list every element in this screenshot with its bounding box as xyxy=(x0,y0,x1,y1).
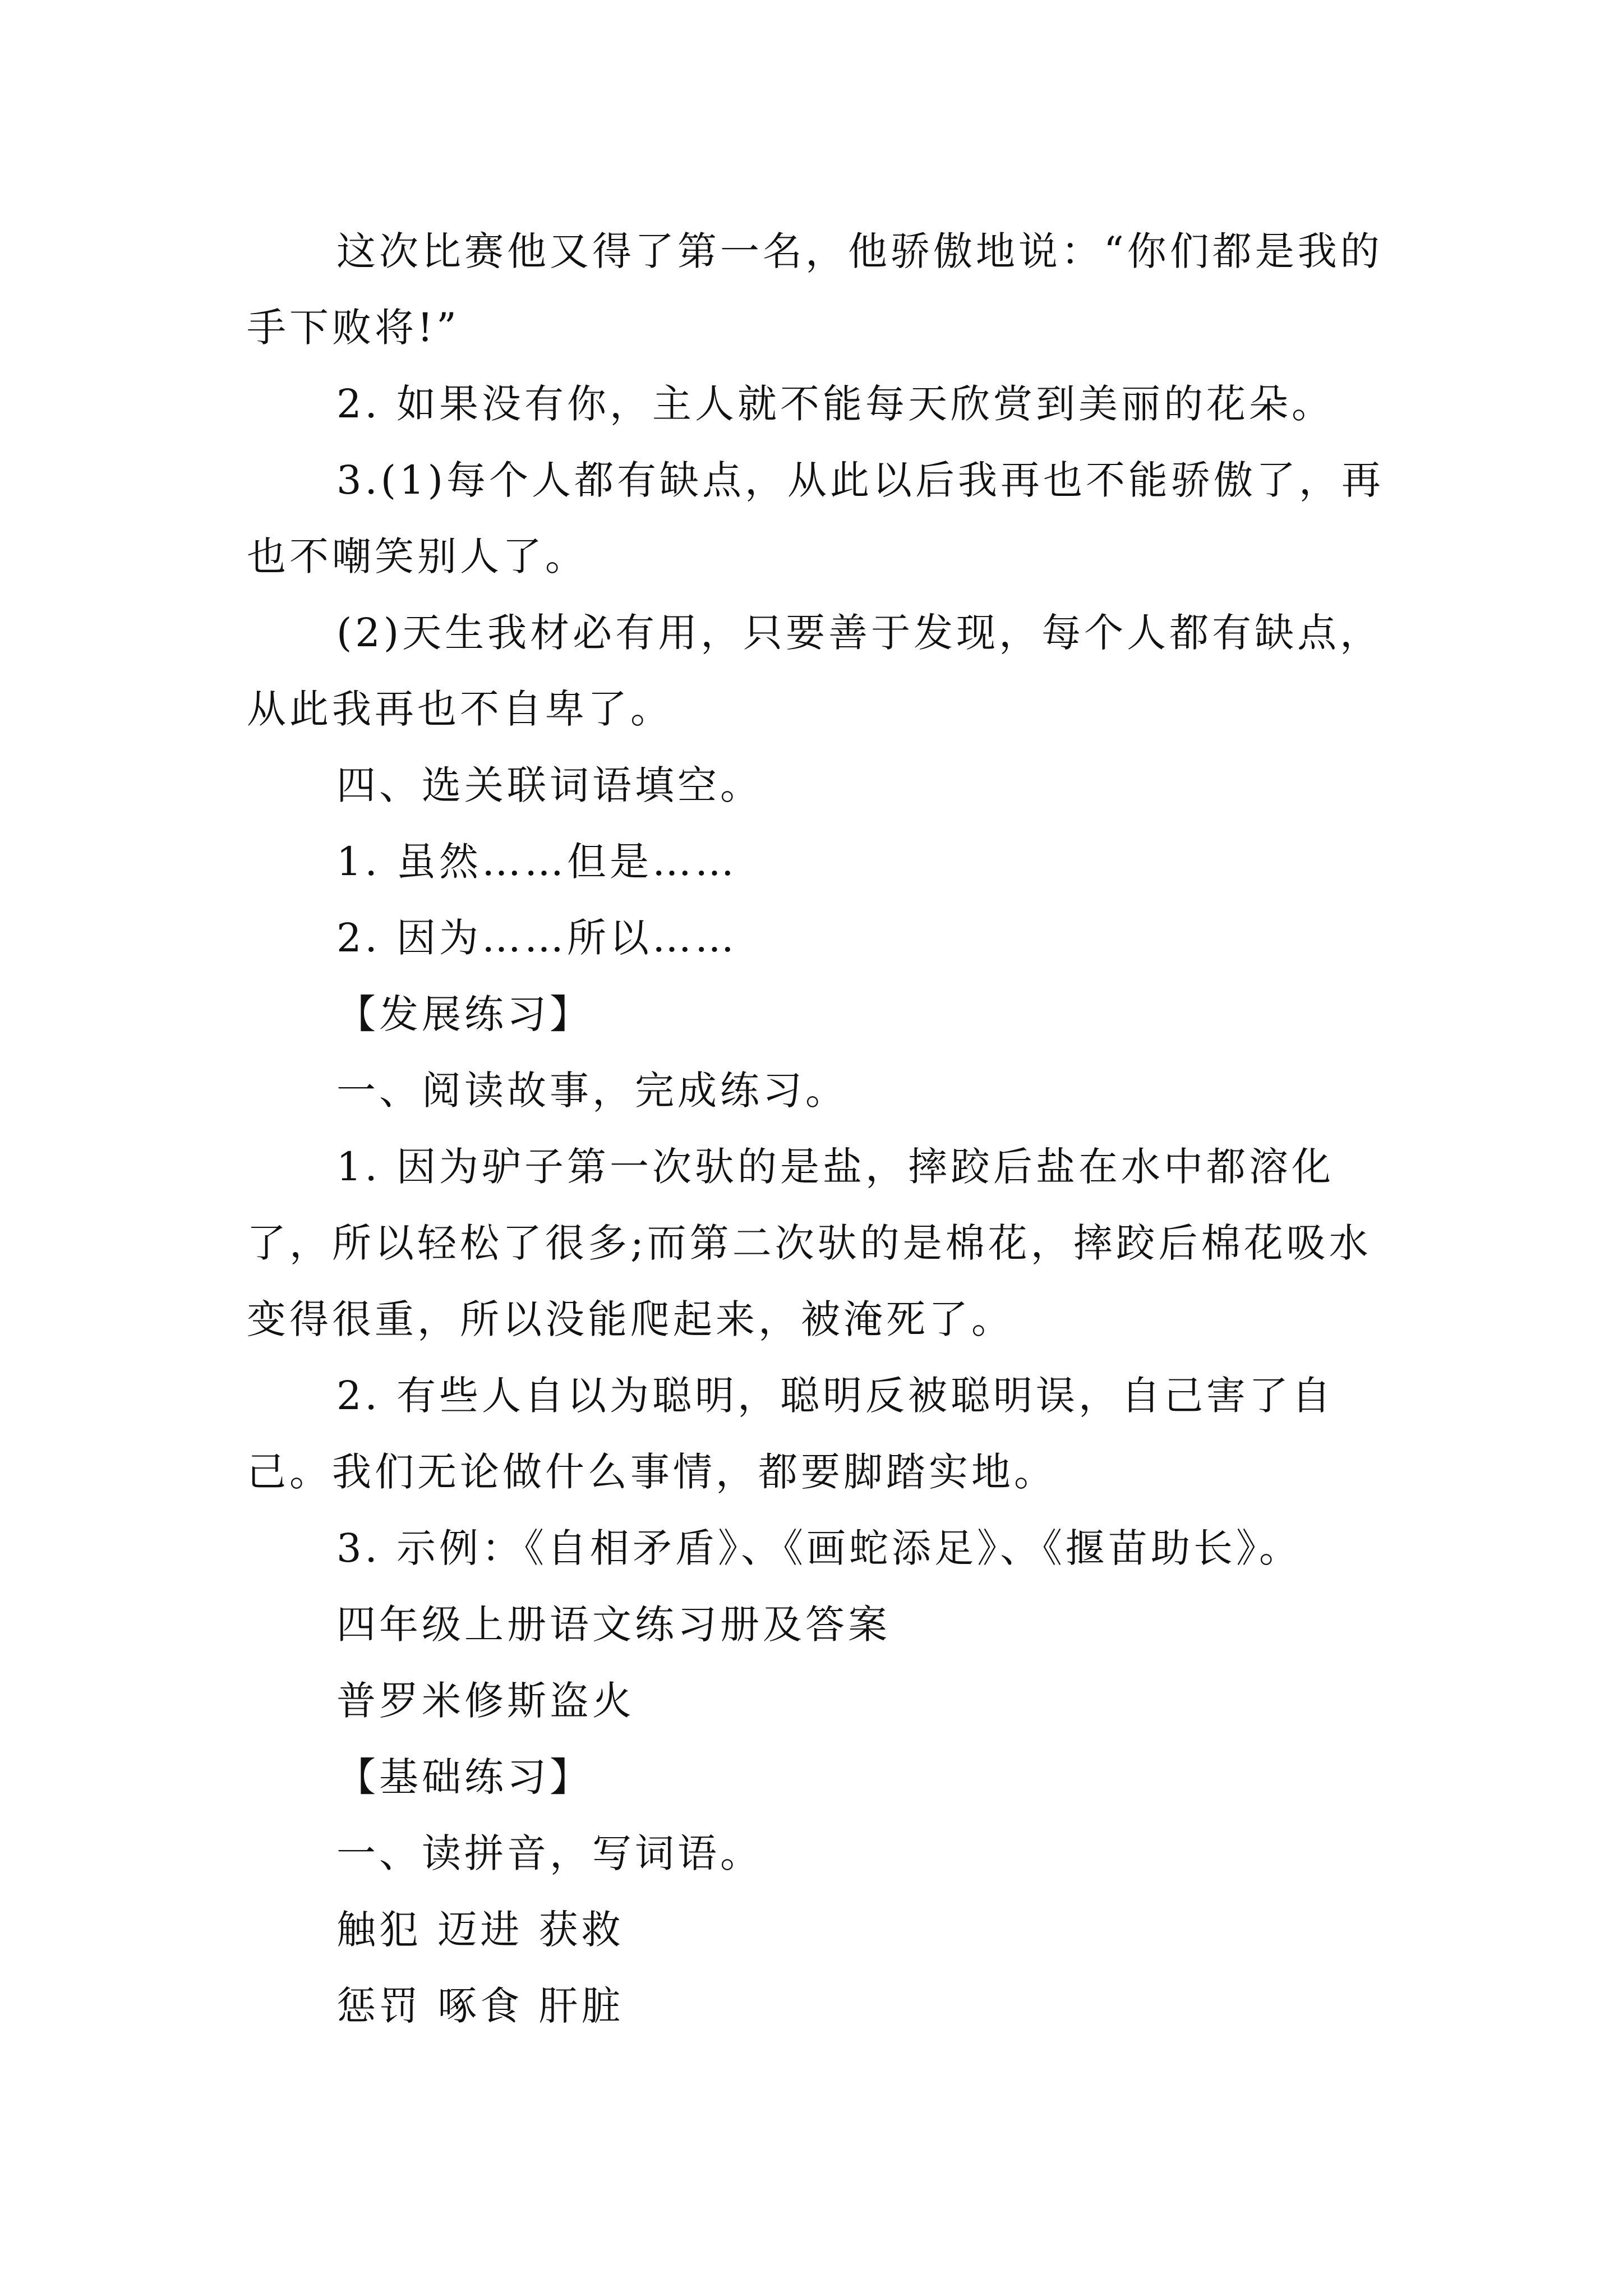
word-list-line: 惩罚 啄食 肝脏 xyxy=(336,1983,624,2029)
section-heading: 四、选关联词语填空。 xyxy=(336,762,763,808)
document-title: 四年级上册语文练习册及答案 xyxy=(336,1602,891,1648)
section-heading: 一、阅读故事，完成练习。 xyxy=(336,1068,848,1114)
answer-item: 1. 虽然……但是…… xyxy=(336,839,738,885)
section-heading: 【基础练习】 xyxy=(336,1754,592,1800)
answer-item: 2. 因为……所以…… xyxy=(336,915,738,961)
answer-paragraph: 3.(1)每个人都有缺点，从此以后我再也不能骄傲了，再也不嘲笑别人了。 xyxy=(247,457,1384,579)
document-body xyxy=(247,213,1385,2044)
answer-paragraph: 2. 有些人自以为聪明，聪明反被聪明误，自己害了自己。我们无论做什么事情，都要脚踏实地。 xyxy=(247,1373,1335,1495)
lesson-title: 普罗米修斯盗火 xyxy=(336,1678,635,1724)
section-heading: 一、读拼音，写词语。 xyxy=(336,1830,763,1876)
answer-paragraph: (2)天生我材必有用，只要善于发现，每个人都有缺点，从此我再也不自卑了。 xyxy=(247,610,1383,732)
answer-paragraph: 这次比赛他又得了第一名，他骄傲地说：“你们都是我的手下败将!” xyxy=(247,228,1383,351)
answer-paragraph: 1. 因为驴子第一次驮的是盐，摔跤后盐在水中都溶化了，所以轻松了很多;而第二次驮的是棉花，摔跤后棉花吸水变得很重，所以没能爬起来，被淹死了。 xyxy=(247,1144,1372,1342)
word-list-line: 触犯 迈进 获救 xyxy=(336,1907,624,1953)
answer-paragraph: 2. 如果没有你，主人就不能每天欣赏到美丽的花朵。 xyxy=(336,381,1335,427)
section-heading: 【发展练习】 xyxy=(336,991,592,1037)
answer-paragraph: 3. 示例：《自相矛盾》、《画蛇添足》、《揠苗助长》。 xyxy=(336,1525,1302,1571)
